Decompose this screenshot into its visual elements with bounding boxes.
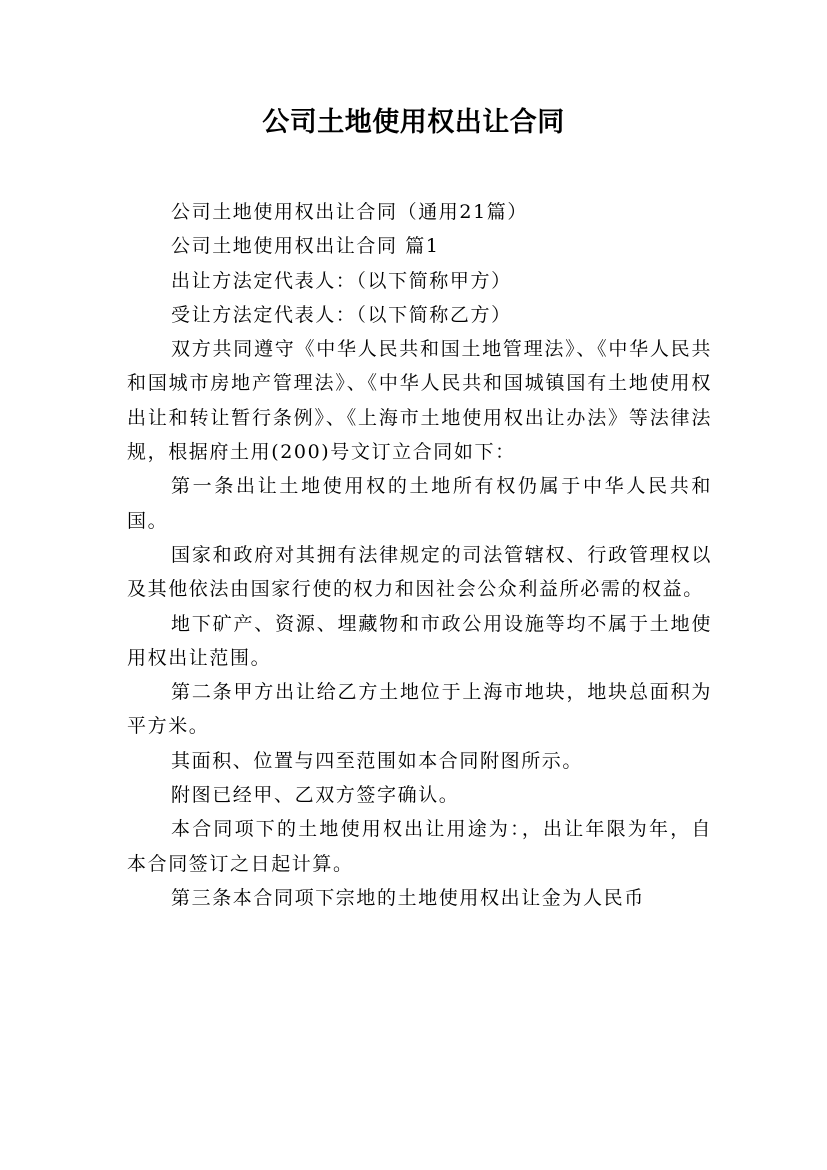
paragraph: 第二条甲方出让给乙方土地位于上海市地块，地块总面积为平方米。 xyxy=(127,681,712,738)
paragraph: 附图已经甲、乙双方签字确认。 xyxy=(171,784,460,807)
document-title: 公司土地使用权出让合同 xyxy=(262,107,565,138)
paragraph: 国家和政府对其拥有法律规定的司法管辖权、行政管理权以及其他依法由国家行使的权力和因社会公众利益所必需的权益。 xyxy=(127,543,712,601)
paragraph: 双方共同遵守《中华人民共和国土地管理法》、《中华人民共和国城市房地产管理法》、《中华人民共和国城镇国有土地使用权出让和转让暂行条例》、《上海市土地使用权出让办法》等法律法规，根据府土用(200)号文订立合同如下： xyxy=(127,338,712,464)
paragraph: 第一条出让土地使用权的土地所有权仍属于中华人民共和国。 xyxy=(127,475,712,532)
paragraph: 地下矿产、资源、埋藏物和市政公用设施等均不属于土地使用权出让范围。 xyxy=(127,612,712,669)
paragraph: 第三条本合同项下宗地的土地使用权出让金为人民币 xyxy=(171,886,645,909)
paragraph: 公司土地使用权出让合同（通用21篇） xyxy=(171,201,528,223)
paragraph: 出让方法定代表人：（以下简称甲方） xyxy=(171,269,512,292)
document-body xyxy=(127,195,712,915)
paragraph: 受让方法定代表人：（以下简称乙方） xyxy=(171,303,512,326)
paragraph: 其面积、位置与四至范围如本合同附图所示。 xyxy=(171,749,584,772)
paragraph: 公司土地使用权出让合同 篇1 xyxy=(171,235,440,258)
paragraph: 本合同项下的土地使用权出让用途为：，出让年限为年，自本合同签订之日起计算。 xyxy=(127,818,712,875)
